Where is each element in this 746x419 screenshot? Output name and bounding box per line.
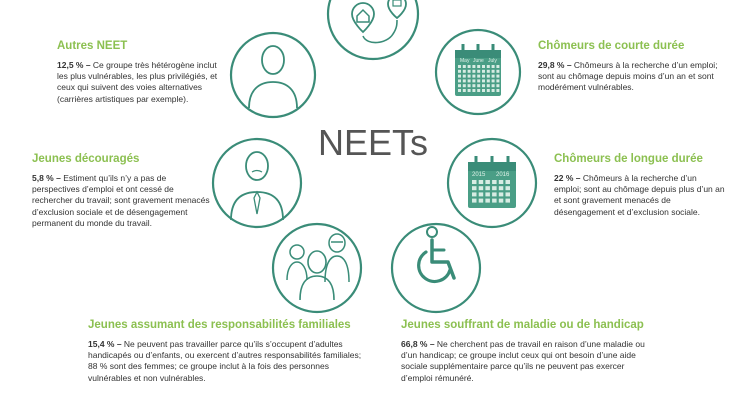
group-percentage: 12,5 % [57,60,84,70]
calendar-day-cell [458,65,461,68]
calendar-day-cell [492,75,495,78]
calendar-day-cell [492,70,495,73]
calendar-day-cell [496,79,499,82]
calendar-day-cell [477,84,480,87]
wheelchair-icon [392,224,480,312]
calendar-day-cell [463,75,466,78]
group-percentage: 15,4 % [88,339,115,349]
group-title: Jeunes assumant des responsabilités familiales [88,319,351,331]
calendar-year-1: 2015 [472,172,486,178]
calendar-day-cell [487,65,490,68]
group-text: Ne cherchent pas de travail en raison d’une maladie ou d’un handicap; ce groupe inclut ceux qui ont besoin d’une aide sociale supplémentaire parce qu’ils ne peuvent pas exercer d’emploi rémunéré. [401,339,645,383]
calendar-day-cell [487,70,490,73]
group-title: Jeunes souffrant de maladie ou de handicap [401,319,644,331]
long-term-calendar-icon [448,139,536,227]
calendar-day-cell [472,75,475,78]
calendar-day-cell [479,186,484,190]
calendar-day-cell [506,199,511,203]
calendar-day-cell [485,186,490,190]
center-title: NEETs [318,122,429,163]
family-icon [273,224,361,312]
calendar-day-cell [472,84,475,87]
group-title: Chômeurs de courte durée [538,40,685,52]
calendar-day-cell [506,186,511,190]
calendar-day-cell [458,84,461,87]
calendar-day-cell [496,84,499,87]
calendar-day-cell [463,65,466,68]
calendar-day-cell [506,192,511,196]
calendar-day-cell [492,192,497,196]
group-title: Chômeurs de longue durée [554,153,703,165]
group-text: Ce groupe très hétérogène inclut les plus vulnérables, les plus privilégiés, et ceux qui suivent des voies alternatives (carrières artistiques par exemple). [57,60,218,104]
short-term-calendar-icon [436,30,520,114]
calendar-day-cell [492,84,495,87]
calendar-day-cell [506,180,511,184]
calendar-day-cell [496,89,499,92]
calendar-day-cell [463,79,466,82]
group-chomeurs-courte-duree [538,39,718,94]
calendar-day-cell [485,180,490,184]
calendar-day-cell [492,65,495,68]
calendar-day-cell [499,192,504,196]
calendar-day-cell [463,70,466,73]
group-description: 15,4 % – Ne peuvent pas travailler parce qu’ils s’occupent d’adultes handicapés ou d’enfants, ou exercent d’autres responsabilités familiales; 88 % sont des femmes; ce groupe inclut à la fois des personnes vulnérables et non vulnérables. [88,339,362,383]
calendar-day-cell [482,84,485,87]
group-description: 29,8 % – Chômeurs à la recherche d’un emploi; sont au chômage depuis moins d’un an et sont modérément vulnérables. [538,60,718,93]
calendar-month-1: May [460,58,470,64]
group-text: Estiment qu’ils n’y a pas de perspectives d’emploi et ont cessé de rechercher du travail; sont gravement menacés d’exclusion sociale et de désengagement permanent du monde du travail. [32,173,210,228]
group-percentage: 22 % [554,173,574,183]
group-jeunes-decourages [32,152,215,229]
calendar-day-cell [482,65,485,68]
group-description: 22 % – Chômeurs à la recherche d’un emploi; sont au chômage depuis plus d’un an et sont gravement menacés de désengagement et d’exclusion sociale. [554,173,725,217]
calendar-day-cell [477,70,480,73]
calendar-day-cell [458,79,461,82]
calendar-day-cell [482,75,485,78]
calendar-day-cell [487,75,490,78]
calendar-day-cell [492,186,497,190]
group-description: 5,8 % – Estiment qu’ils n’y a pas de perspectives d’emploi et ont cessé de rechercher du travail; sont gravement menacés d’exclusion sociale et de désengagement permanent du monde du travail. [32,173,210,228]
calendar-day-cell [463,89,466,92]
calendar-day-cell [479,192,484,196]
calendar-day-cell [496,65,499,68]
calendar-day-cell [472,186,477,190]
calendar-day-cell [472,180,477,184]
calendar-day-cell [487,89,490,92]
calendar-day-cell [482,70,485,73]
calendar-day-cell [477,65,480,68]
calendar-day-cell [477,79,480,82]
calendar-day-cell [468,84,471,87]
calendar-day-cell [492,89,495,92]
group-maladie-handicap [401,318,645,384]
calendar-day-cell [487,79,490,82]
calendar-day-cell [472,199,477,203]
calendar-day-cell [485,199,490,203]
discouraged-man-icon [213,139,301,227]
group-description: 66,8 % – Ne cherchent pas de travail en raison d’une maladie ou d’un handicap; ce groupe inclut ceux qui ont besoin d’une aide sociale supplémentaire parce qu’ils ne peuvent pas exercer d’emploi rémunéré. [401,339,645,383]
group-percentage: 5,8 % [32,173,54,183]
calendar-month-2: June [473,58,484,64]
calendar-day-cell [458,75,461,78]
calendar-day-cell [472,192,477,196]
calendar-day-cell [458,70,461,73]
calendar-day-cell [472,65,475,68]
calendar-day-cell [499,186,504,190]
calendar-day-cell [468,89,471,92]
calendar-year-2: 2016 [496,172,510,178]
calendar-day-cell [496,75,499,78]
group-text: Chômeurs à la recherche d’un emploi; sont au chômage depuis moins d’un an et sont modérément vulnérables. [538,60,718,93]
group-title: Jeunes découragés [32,153,140,165]
calendar-day-cell [472,70,475,73]
group-chomeurs-longue-duree [554,152,726,218]
calendar-day-cell [472,79,475,82]
calendar-day-cell [492,180,497,184]
calendar-day-cell [482,89,485,92]
calendar-day-cell [492,199,497,203]
calendar-day-cell [472,89,475,92]
calendar-day-cell [487,84,490,87]
person-icon [231,33,315,117]
calendar-day-cell [463,84,466,87]
calendar-day-cell [499,199,504,203]
calendar-day-cell [468,65,471,68]
home-to-work-icon [328,0,418,59]
group-autres-neet [57,39,227,105]
calendar-day-cell [468,75,471,78]
group-text: Chômeurs à la recherche d’un emploi; sont au chômage depuis plus d’un an et sont gravement menacés de désengagement et d’exclusion sociale. [554,173,725,217]
calendar-day-cell [485,192,490,196]
group-text: Ne peuvent pas travailler parce qu’ils s’occupent d’adultes handicapés ou d’enfants, ou exercent d’autres responsabilités familiales; 88 % sont des femmes; ce groupe inclut à la fois des personnes vulnérables et non vulnérables. [88,339,362,383]
calendar-day-cell [492,79,495,82]
group-responsabilites-familiales [88,318,370,384]
group-percentage: 29,8 % [538,60,565,70]
calendar-day-cell [477,75,480,78]
calendar-day-cell [468,79,471,82]
calendar-month-3: July [488,58,497,64]
calendar-day-cell [479,180,484,184]
calendar-day-cell [499,180,504,184]
calendar-day-cell [468,70,471,73]
calendar-day-cell [482,79,485,82]
group-description: 12,5 % – Ce groupe très hétérogène inclut les plus vulnérables, les plus privilégiés, et ceux qui suivent des voies alternatives (carrières artistiques par exemple). [57,60,218,104]
calendar-day-cell [458,89,461,92]
calendar-day-cell [479,199,484,203]
group-percentage: 66,8 % [401,339,428,349]
group-title: Autres NEET [57,40,128,52]
calendar-day-cell [477,89,480,92]
calendar-day-cell [496,70,499,73]
